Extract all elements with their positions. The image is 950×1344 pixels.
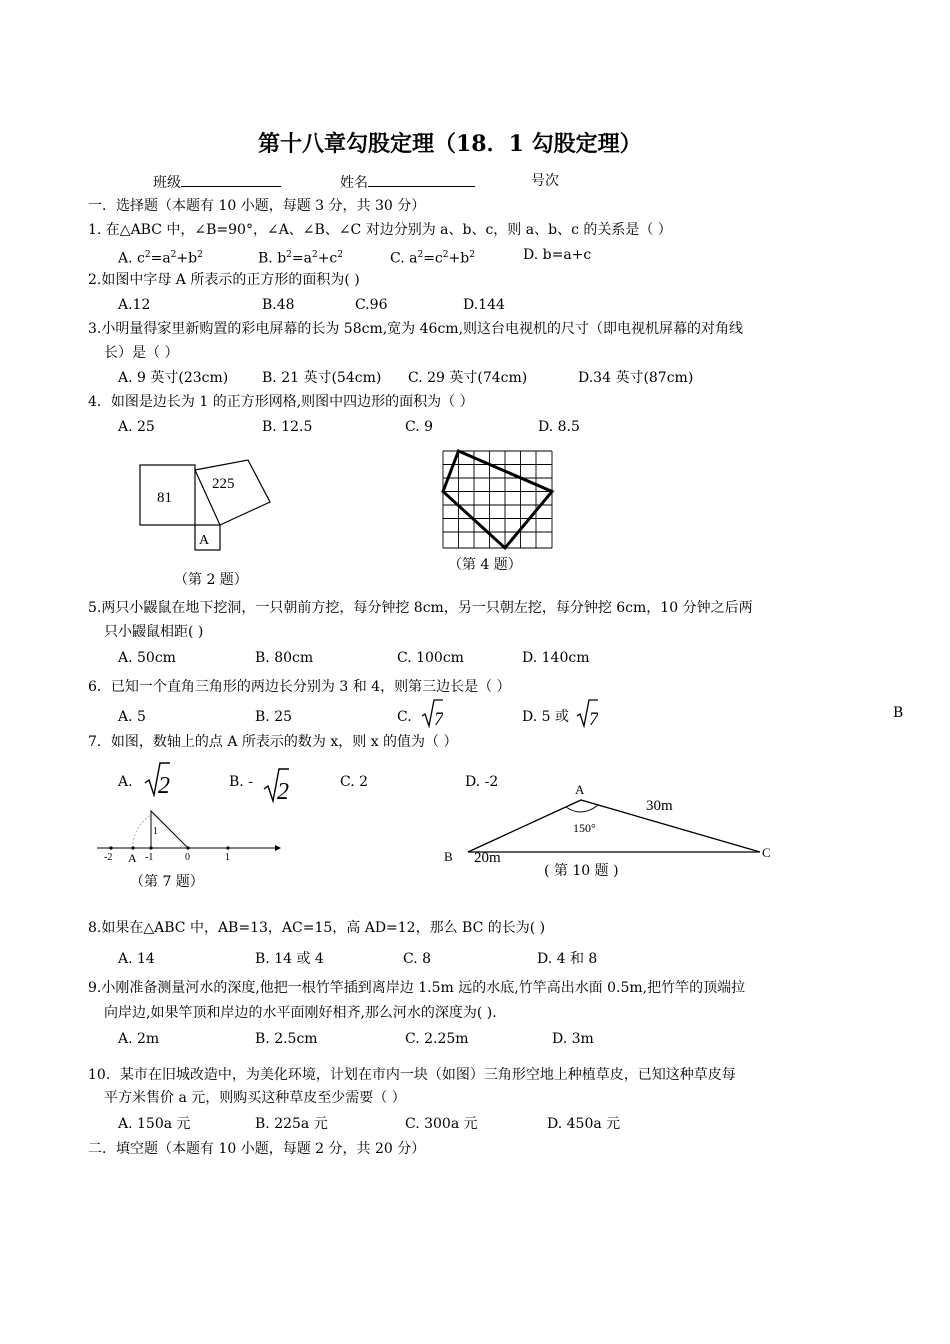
q1-stem: 1. 在△ABC 中，∠B=90°，∠A、∠B、∠C 对边分别为 a、b、c，则 a、b、c 的关系是（ ） — [88, 222, 672, 238]
q7-stem: 7．如图，数轴上的点 A 所表示的数为 x，则 x 的值为（ ） — [88, 734, 458, 750]
q9-stem-line1: 9.小刚准备测量河水的深度,他把一根竹竿插到离岸边 1.5m 远的水底,竹竿高出水面 0.5m,把竹竿的顶端拉 — [88, 980, 746, 996]
q4-stem: 4．如图是边长为 1 的正方形网格,则图中四边形的面积为（ ） — [88, 394, 474, 410]
q8-option-a[interactable]: A. 14 — [118, 951, 155, 967]
tick-1: 1 — [225, 852, 230, 863]
figure-q4 — [440, 448, 555, 553]
q10-option-a[interactable]: A. 150a 元 — [118, 1116, 191, 1132]
q9-stem-line2: 向岸边,如果竿顶和岸边的水平面刚好相齐,那么河水的深度为( ). — [104, 1005, 497, 1021]
q6-option-b[interactable]: B. 25 — [255, 709, 293, 725]
sqrt2-symbol-b — [263, 767, 289, 803]
number-label: 号次 — [531, 173, 559, 189]
q9-option-c[interactable]: C. 2.25m — [405, 1031, 469, 1047]
q4-option-a[interactable]: A. 25 — [118, 419, 155, 435]
q7-option-b[interactable]: B. - 2 — [229, 773, 253, 791]
q6-stem: 6．已知一个直角三角形的两边长分别为 3 和 4，则第三边长是（ ） — [88, 679, 511, 695]
angle-a: 150° — [573, 821, 596, 835]
name-blank[interactable] — [368, 172, 475, 187]
svg-text:7: 7 — [434, 709, 443, 728]
q6-option-c[interactable]: C. 7 — [397, 708, 412, 726]
class-blank[interactable] — [181, 172, 281, 187]
q4-option-c[interactable]: C. 9 — [405, 419, 434, 435]
side-1: 1 — [153, 826, 158, 837]
svg-text:2: 2 — [158, 773, 170, 797]
vertex-b: B — [444, 849, 453, 864]
q9-option-b[interactable]: B. 2.5cm — [255, 1031, 318, 1047]
q1-option-a[interactable]: A. $c^2=a^2+b^2$ — [118, 250, 203, 267]
page-title: 第十八章勾股定理（18．1 勾股定理） — [258, 131, 642, 157]
q4-option-b[interactable]: B. 12.5 — [262, 419, 313, 435]
q3-option-d[interactable]: D.34 英寸(87cm) — [578, 370, 694, 386]
q7-option-c[interactable]: C. 2 — [340, 774, 369, 790]
caption-q4: （第 4 题） — [448, 557, 522, 573]
section2-heading: 二．填空题（本题有 10 小题，每题 2 分，共 20 分） — [88, 1141, 426, 1157]
tick-neg2: -2 — [104, 852, 113, 863]
q3-option-c[interactable]: C. 29 英寸(74cm) — [408, 370, 528, 386]
triangle-abc — [468, 800, 760, 852]
label-225: 225 — [212, 476, 235, 492]
q2-option-a[interactable]: A.12 — [118, 297, 151, 313]
svg-text:2: 2 — [277, 779, 289, 803]
caption-q2: （第 2 题） — [174, 572, 248, 588]
class-label: 班级 — [153, 172, 281, 192]
q5-option-a[interactable]: A. 50cm — [118, 650, 176, 666]
q1-option-d[interactable]: D. b=a+c — [523, 247, 592, 263]
name-label: 姓名 — [340, 172, 475, 192]
q1-option-c[interactable]: C. $a^2=c^2+b^2$ — [390, 250, 475, 267]
q8-stem: 8.如果在△ABC 中，AB=13，AC=15，高 AD=12，那么 BC 的长为( ) — [88, 920, 546, 936]
q9-option-a[interactable]: A. 2m — [118, 1031, 160, 1047]
q5-option-d[interactable]: D. 140cm — [522, 650, 590, 666]
q6-option-a[interactable]: A. 5 — [118, 709, 146, 725]
q3-stem-line1: 3.小明量得家里新购置的彩电屏幕的长为 58cm,宽为 46cm,则这台电视机的尺寸（即电视机屏幕的对角线 — [88, 321, 744, 337]
sqrt7-symbol — [421, 698, 443, 728]
figure-q2 — [130, 440, 280, 565]
q4-option-d[interactable]: D. 8.5 — [538, 419, 580, 435]
vertex-c: C — [762, 845, 771, 860]
q3-option-b[interactable]: B. 21 英寸(54cm) — [262, 370, 382, 386]
q3-stem-line2: 长）是（ ） — [104, 345, 179, 361]
q2-option-d[interactable]: D.144 — [463, 297, 505, 313]
q8-option-d[interactable]: D. 4 和 8 — [537, 951, 598, 967]
q7-option-a[interactable]: A. 2 — [118, 773, 133, 791]
q9-option-d[interactable]: D. 3m — [552, 1031, 594, 1047]
vertex-a: A — [575, 782, 585, 797]
section1-heading: 一．选择题（本题有 10 小题，每题 3 分，共 30 分） — [88, 198, 426, 214]
point-a: A — [128, 851, 137, 865]
q3-option-a[interactable]: A. 9 英寸(23cm) — [118, 370, 229, 386]
q5-option-b[interactable]: B. 80cm — [255, 650, 314, 666]
sqrt7-symbol-d — [576, 698, 598, 728]
q2-option-b[interactable]: B.48 — [262, 297, 295, 313]
q5-stem-line1: 5.两只小鼹鼠在地下挖洞，一只朝前方挖，每分钟挖 8cm，另一只朝左挖，每分钟挖 6cm，10 分钟之后两 — [88, 600, 753, 616]
side-ac: 30m — [646, 798, 673, 814]
q10-option-b[interactable]: B. 225a 元 — [255, 1116, 328, 1132]
figure-q10 — [438, 780, 783, 865]
q7-option-d[interactable]: D. -2 — [465, 774, 499, 790]
tick-0: 0 — [185, 852, 190, 863]
label-a: A — [199, 533, 210, 548]
q2-option-c[interactable]: C.96 — [355, 297, 388, 313]
square-225 — [195, 460, 270, 525]
q10-option-c[interactable]: C. 300a 元 — [405, 1116, 478, 1132]
sqrt2-symbol — [144, 761, 170, 797]
q5-stem-line2: 只小鼹鼠相距( ) — [104, 624, 204, 640]
stray-label-b: B — [893, 705, 904, 721]
caption-q7: （第 7 题） — [130, 874, 204, 890]
label-81: 81 — [157, 490, 172, 506]
svg-text:7: 7 — [589, 709, 598, 728]
q8-option-b[interactable]: B. 14 或 4 — [255, 951, 324, 967]
q2-stem: 2.如图中字母 A 所表示的正方形的面积为( ) — [88, 272, 360, 288]
caption-q10: ( 第 10 题 ) — [544, 863, 619, 879]
q5-option-c[interactable]: C. 100cm — [397, 650, 464, 666]
q10-option-d[interactable]: D. 450a 元 — [547, 1116, 621, 1132]
q6-option-d[interactable]: D. 5 或 7 — [522, 708, 569, 726]
q10-stem-line1: 10．某市在旧城改造中，为美化环境，计划在市内一块（如图）三角形空地上种植草皮，已知这种草皮每 — [88, 1067, 736, 1083]
q10-stem-line2: 平方米售价 a 元，则购买这种草皮至少需要（ ） — [104, 1090, 406, 1106]
figure-q7 — [95, 805, 285, 870]
q1-option-b[interactable]: B. $b^2=a^2+c^2$ — [258, 250, 344, 267]
side-ab: 20m — [474, 850, 501, 865]
q8-option-c[interactable]: C. 8 — [403, 951, 432, 967]
tick-neg1: -1 — [145, 852, 154, 863]
